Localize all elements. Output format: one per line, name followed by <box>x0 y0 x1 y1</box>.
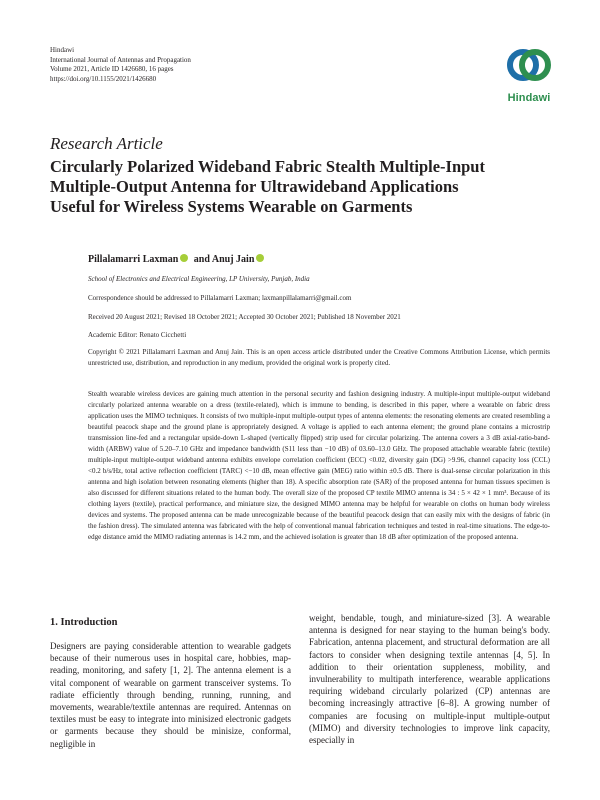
author-name[interactable]: Anuj Jain <box>211 254 255 265</box>
author-list <box>88 254 267 265</box>
logo-wordmark: Hindawi <box>507 92 551 104</box>
publisher-name: Hindawi <box>50 46 75 54</box>
abstract: Stealth wearable wireless devices are gaining much attention in the personal security and fashion designing industry. A multiple-input multiple-output wideband circularly polarized antenna wearable on a dress (textile-related), which is immune to bending, is described in this paper, where a wearable on fabric dress application uses the MIMO techniques. It consists of two multiple-input multiple-output types of antenna elements: the resonating elements are created resembling a beautiful peacock shape and the ground plane is appropriately designed. A voltage is applied to each antenna element; the ground plane contains a microstrip transmission line-fed and a rectangular upside-down L-shaped (vertically flipped) strip used for circular polarizing. The antenna covers a 3 dB axial-ratio-band-width (ARBW) value of 5.20–7.10 GHz and impedance bandwidth (S11 less than −10 dB) of 03.60–13.0 GHz. The proposed attachable wearable fabric (textile) multiple-input multiple-output wideband antenna exhibits envelope correlation coefficient (ECC) <0.02, diversity gain (DG) >9.96, channel capacity loss (CCL) <0.2 b/s/Hz, total active reflection coefficient (TARC) <−10 dB, mean effective gain (MEG) ratio within ±0.5 dB. There is dual-sense circular polarization in this antenna and high isolation between resonating elements (higher than 18). A specific absorption rate (SAR) of the proposed antenna for human tissues specimen is also discussed for different situations related to the human body. The overall size of the proposed CP textile MIMO antenna is 34 : 5 × 42 × 1 mm³. Because of its clothing layers (textile), practical performance, and miniature size, the designed MIMO antenna may be helpful for wearable on cloths on human body wireless devices and systems. The proposed antenna can be made unrecognizable because of the beautiful peacock design that can easily mix with the designs of fabric (in the fashion dress). The simulated antenna was fabricated with the help of conventional manual fabrication techniques and tested in real-time situations. The edge-to-edge distance amid the MIMO radiating antennas is 14.2 mm, and the achieved isolation is greater than 18 dB after optimization of the proposed antenna. <box>88 390 550 541</box>
article-title <box>50 157 550 217</box>
orcid-icon[interactable] <box>256 254 264 262</box>
volume-info: Volume 2021, Article ID 1426680, 16 pages <box>50 65 174 73</box>
title-line: Circularly Polarized Wideband Fabric Stealth Multiple-Input <box>50 157 485 176</box>
journal-header <box>50 46 191 84</box>
correspondence: Correspondence should be addressed to Pillalamarri Laxman; laxmanpillalamarri@gmail.com <box>88 294 352 302</box>
section-heading: 1. Introduction <box>50 617 118 628</box>
author-connector: and <box>193 254 210 265</box>
title-line: Multiple-Output Antenna for Ultrawideband Applications <box>50 177 459 196</box>
title-line: Useful for Wireless Systems Wearable on Garments <box>50 197 413 216</box>
affiliation: School of Electronics and Electrical Engineering, LP University, Punjab, India <box>88 275 310 283</box>
author-name[interactable]: Pillalamarri Laxman <box>88 254 179 265</box>
body-column-left: Designers are paying considerable attention to wearable gadgets because of their numerous uses in hospital care, hobbies, map-reading, monitoring, and safety [1, 2]. The antenna element is a vital component of wearable on garment transceiver systems. To radiate efficiently through bending, running, running, and movements, wearable/textile antennas are required. Antennas on textiles must be easy to integrate into minisized electronic gadgets or garments because they should be minisize, conformal, negligible in <box>50 641 291 749</box>
academic-editor: Academic Editor: Renato Cicchetti <box>88 331 187 339</box>
copyright-notice: Copyright © 2021 Pillalamarri Laxman and Anuj Jain. This is an open access article distributed under the Creative Commons Attribution License, which permits unrestricted use, distribution, and reproduction in any medium, provided the original work is properly cited. <box>88 348 550 367</box>
publication-dates: Received 20 August 2021; Revised 18 October 2021; Accepted 30 October 2021; Published 18 November 2021 <box>88 313 401 321</box>
orcid-icon[interactable] <box>180 254 188 262</box>
journal-name: International Journal of Antennas and Propagation <box>50 55 191 64</box>
doi-link[interactable]: https://doi.org/10.1155/2021/1426680 <box>50 74 157 83</box>
body-column-right: weight, bendable, tough, and miniature-sized [3]. A wearable antenna is designed for near staying to the human being's body. Fabrication, antenna placement, and structural deformation are all factors to consider when designing textile antennas [4, 5]. In addition to their orientation suppleness, mobility, and invulnerability to multipath interference, wearable applications requiring wideband circularly polarized (CP) antennas are becoming increasingly attractive [6–8]. A growing number of companies are focusing on multiple-input multiple-output (MIMO) and diversity technologies to improve link capacity, especially in <box>309 613 550 746</box>
article-type: Research Article <box>50 134 163 153</box>
